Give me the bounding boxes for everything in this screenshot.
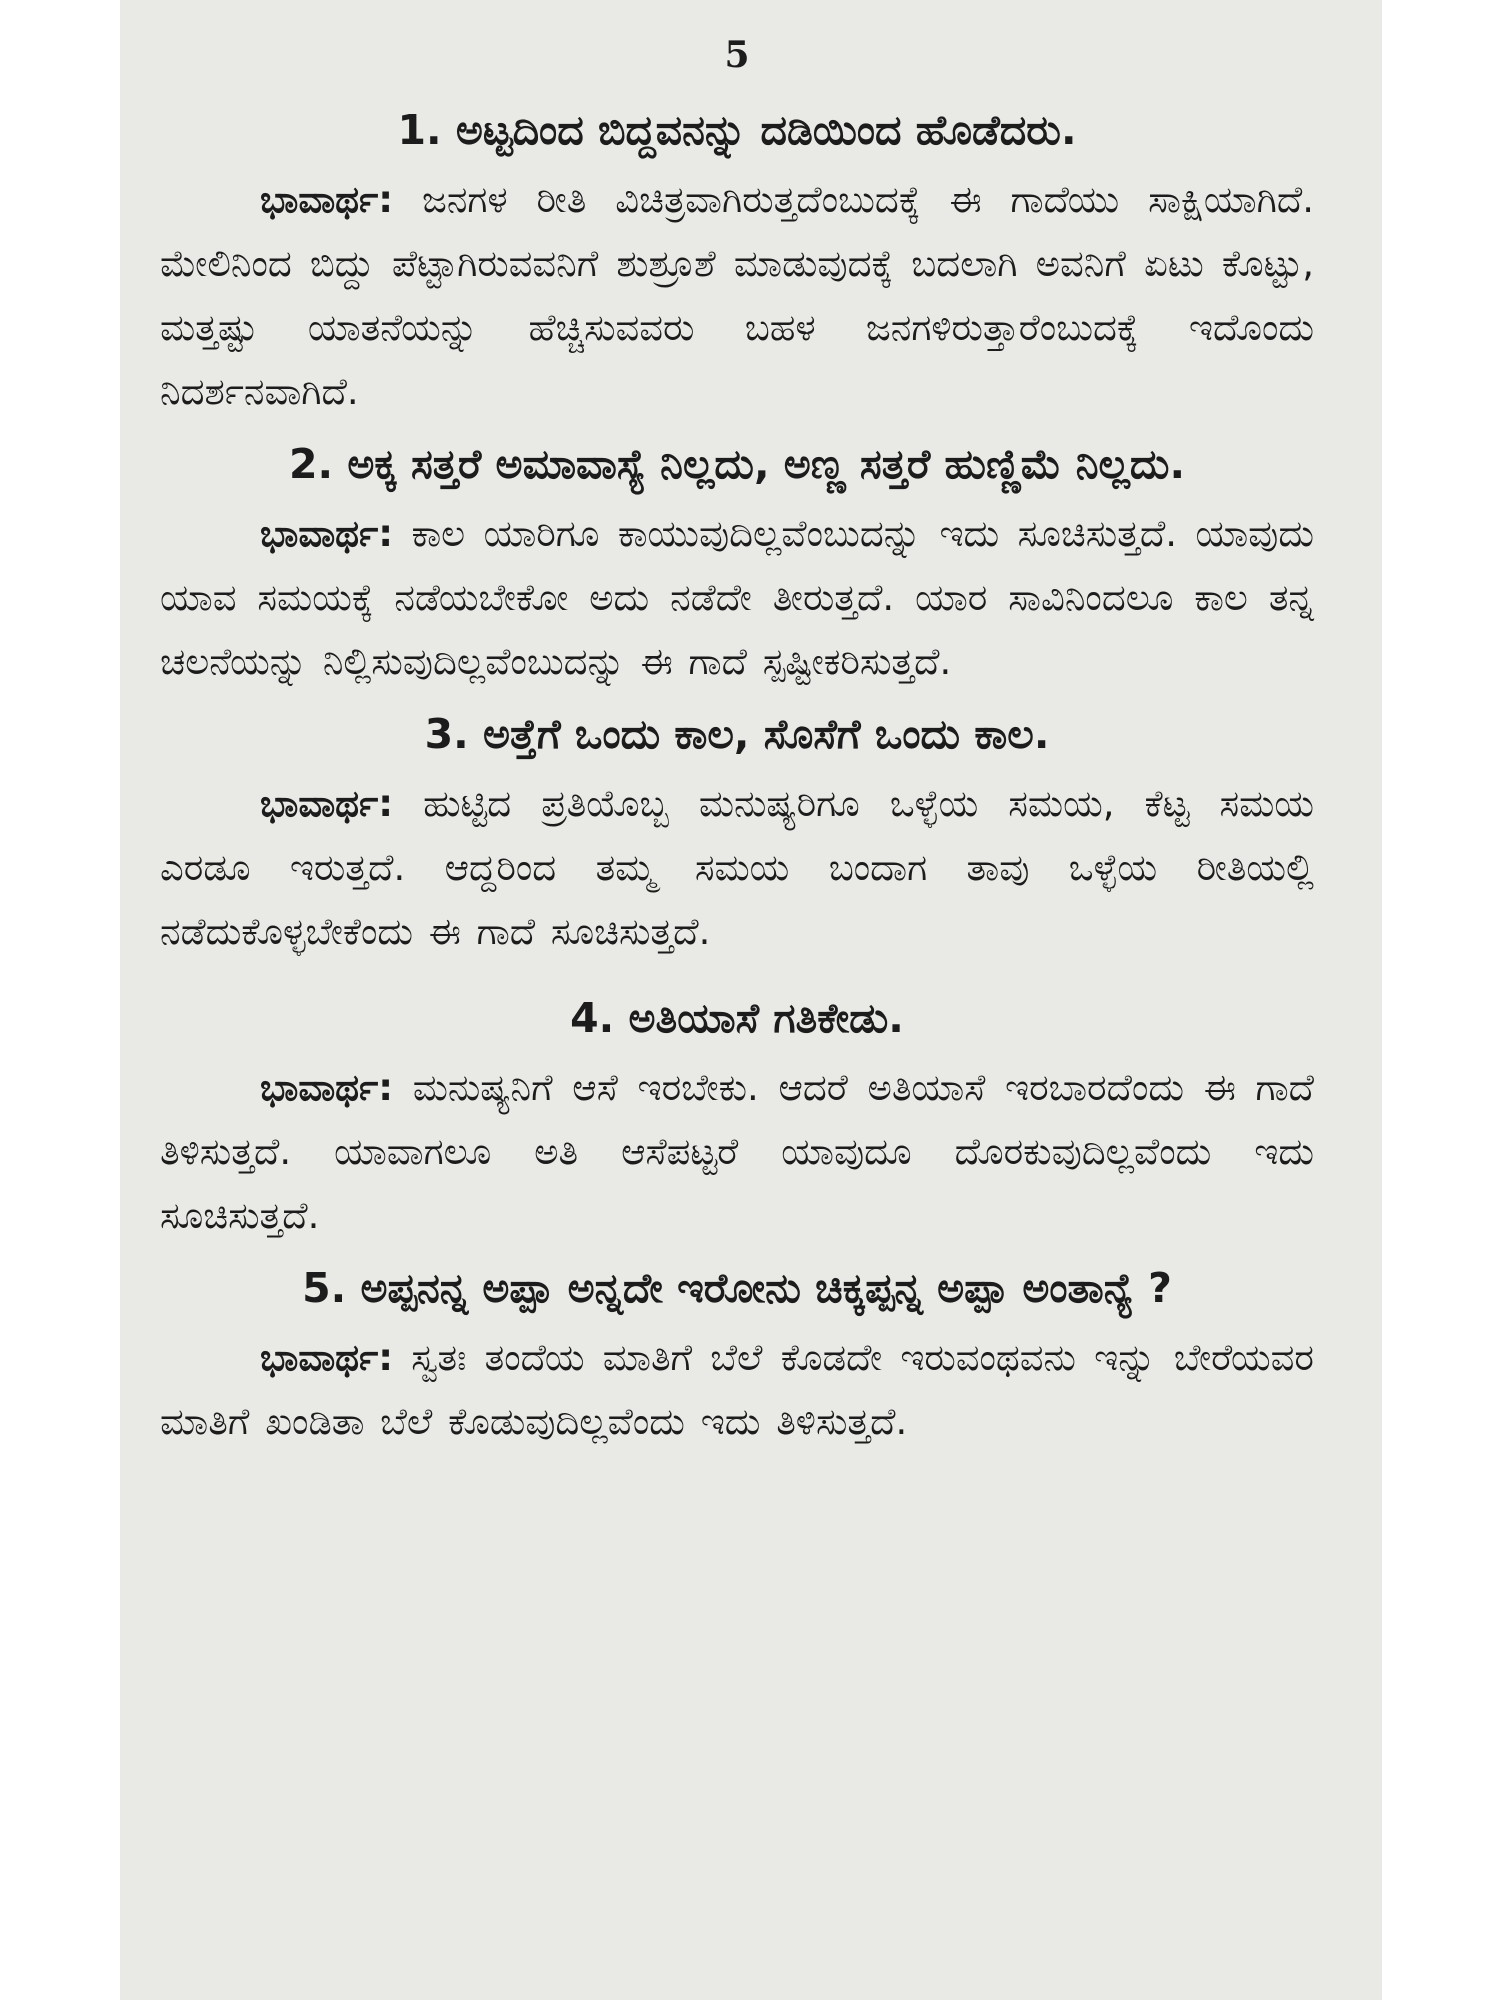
proverb-title: 2. ಅಕ್ಕ ಸತ್ತರೆ ಅಮಾವಾಸ್ಯೆ ನಿಲ್ಲದು, ಅಣ್ಣ ಸತ್ತರೆ ಹುಣ್ಣಿಮೆ ನಿಲ್ಲದು. [288,440,1186,488]
proverb-meaning [160,502,1314,694]
meaning-text: ಮನುಷ್ಯನಿಗೆ ಆಸೆ ಇರಬೇಕು. ಆದರೆ ಅತಿಯಾಸೆ ಇರಬಾರದೆಂದು ಈ ಗಾದೆ ತಿಳಿಸುತ್ತದೆ. ಯಾವಾಗಲೂ ಅತಿ ಆಸೆಪಟ್ಟರೆ ಯಾವುದೂ ದೊರಕುವುದಿಲ್ಲವೆಂದು ಇದು ಸೂಚಿಸುತ್ತದೆ. [160,1066,1315,1237]
meaning-label: ಭಾವಾರ್ಥ: [260,1066,394,1109]
meaning-text: ಜನಗಳ ರೀತಿ ವಿಚಿತ್ರವಾಗಿರುತ್ತದೆಂಬುದಕ್ಕೆ ಈ ಗಾದೆಯು ಸಾಕ್ಷಿಯಾಗಿದೆ. ಮೇಲಿನಿಂದ ಬಿದ್ದು ಪೆಟ್ಟಾಗಿರುವವನಿಗೆ ಶುಶ್ರೂಶೆ ಮಾಡುವುದಕ್ಕೆ ಬದಲಾಗಿ ಅವನಿಗೆ ಏಟು ಕೊಟ್ಟು, ಮತ್ತಷ್ಟು ಯಾತನೆಯನ್ನು ಹೆಚ್ಚಿಸುವವರು ಬಹಳ ಜನಗಳಿರುತ್ತಾರೆಂಬುದಕ್ಕೆ ಇದೊಂದು ನಿದರ್ಶನವಾಗಿದೆ. [160,178,1314,413]
meaning-text: ಕಾಲ ಯಾರಿಗೂ ಕಾಯುವುದಿಲ್ಲವೆಂಬುದನ್ನು ಇದು ಸೂಚಿಸುತ್ತದೆ. ಯಾವುದು ಯಾವ ಸಮಯಕ್ಕೆ ನಡೆಯಬೇಕೋ ಅದು ನಡೆದೇ ತೀರುತ್ತದೆ. ಯಾರ ಸಾವಿನಿಂದಲೂ ಕಾಲ ತನ್ನ ಚಲನೆಯನ್ನು ನಿಲ್ಲಿಸುವುದಿಲ್ಲವೆಂಬುದನ್ನು ಈ ಗಾದೆ ಸ್ಪಷ್ಟೀಕರಿಸುತ್ತದೆ. [160,512,1314,683]
meaning-text: ಸ್ವತಃ ತಂದೆಯ ಮಾತಿಗೆ ಬೆಲೆ ಕೊಡದೇ ಇರುವಂಥವನು ಇನ್ನು ಬೇರೆಯವರ ಮಾತಿಗೆ ಖಂಡಿತಾ ಬೆಲೆ ಕೊಡುವುದಿಲ್ಲವೆಂದು ಇದು ತಿಳಿಸುತ್ತದೆ. [160,1336,1315,1443]
meaning-label: ಭಾವಾರ್ಥ: [260,512,394,555]
meaning-label: ಭಾವಾರ್ಥ: [260,1336,394,1379]
meaning-label: ಭಾವಾರ್ಥ: [260,178,394,221]
proverb-entry [160,986,1314,1248]
meaning-text: ಹುಟ್ಟಿದ ಪ್ರತಿಯೊಬ್ಬ ಮನುಷ್ಯರಿಗೂ ಒಳ್ಳೆಯ ಸಮಯ, ಕೆಟ್ಟ ಸಮಯ ಎರಡೂ ಇರುತ್ತದೆ. ಆದ್ದರಿಂದ ತಮ್ಮ ಸಮಯ ಬಂದಾಗ ತಾವು ಒಳ್ಳೆಯ ರೀತಿಯಲ್ಲಿ ನಡೆದುಕೊಳ್ಳಬೇಕೆಂದು ಈ ಗಾದೆ ಸೂಚಿಸುತ್ತದೆ. [160,782,1314,953]
book-page [120,0,1382,2000]
proverb-meaning [160,168,1314,424]
proverb-entry [160,432,1314,694]
proverb-meaning [160,1326,1314,1454]
meaning-label: ಭಾವಾರ್ಥ: [260,782,394,825]
page-number: 5 [724,34,750,76]
proverb-meaning [160,1056,1314,1248]
proverb-entry [160,98,1314,424]
proverb-title: 3. ಅತ್ತೆಗೆ ಒಂದು ಕಾಲ, ಸೊಸೆಗೆ ಒಂದು ಕಾಲ. [424,710,1050,758]
proverb-title: 4. ಅತಿಯಾಸೆ ಗತಿಕೇಡು. [570,994,904,1042]
proverb-title: 5. ಅಪ್ಪನನ್ನ ಅಪ್ಪಾ ಅನ್ನದೇ ಇರೋನು ಚಿಕ್ಕಪ್ಪನ್ನ ಅಪ್ಪಾ ಅಂತಾನ್ಯೆ ? [302,1264,1172,1312]
proverb-title: 1. ಅಟ್ಟದಿಂದ ಬಿದ್ದವನನ್ನು ದಡಿಯಿಂದ ಹೊಡೆದರು. [397,106,1077,154]
proverb-entry [160,702,1314,964]
proverb-meaning [160,772,1314,964]
proverb-entry [160,1256,1314,1454]
